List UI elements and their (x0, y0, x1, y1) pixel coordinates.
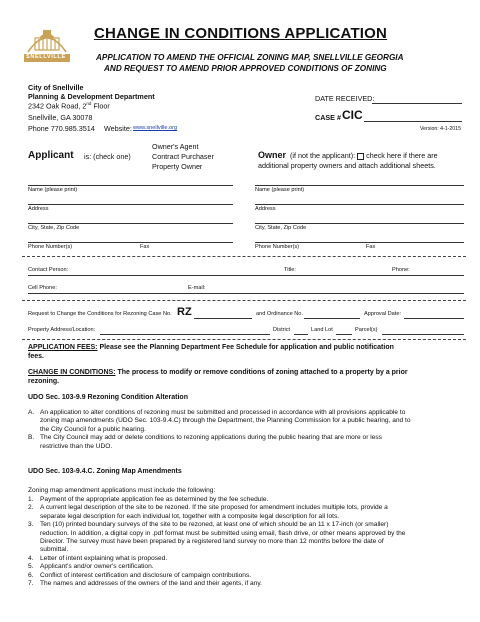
list-item: 4. Letter of intent explaining what is proposed. (28, 554, 168, 562)
owner-name-field[interactable]: Name (please print) (255, 187, 305, 193)
additional-owners-checkbox[interactable] (357, 153, 364, 160)
owner-label: Owner (258, 150, 287, 160)
applicant-phone-field[interactable]: Phone Number(s) (28, 244, 73, 250)
list-item: 6. Conflict of interest certification and disclosure of campaign contributions. (28, 571, 252, 579)
list-item: 1. Payment of the appropriate application fee as determined by the fee schedule. (28, 496, 269, 503)
applicant-address-field[interactable]: Address (28, 206, 49, 212)
email-field[interactable]: E-mail: (188, 285, 206, 291)
owner-city-field[interactable]: City, State, Zip Code (255, 225, 307, 231)
website-label: Website: (104, 124, 132, 133)
contact-title-field[interactable]: Title: (284, 267, 296, 273)
applicant-label: Applicant (28, 150, 74, 161)
applicant-check-text: is: (check one) (84, 152, 131, 161)
owner-address-field[interactable]: Address (255, 206, 276, 212)
land-lot-field[interactable]: Land Lot (311, 327, 333, 333)
owner-note: (if not the applicant): check here if there are (290, 151, 438, 160)
owner-note-line-2: additional property owners and attach additional sheets. (258, 161, 436, 170)
change-paragraph-end: rezoning. (28, 378, 60, 385)
office-city-state: Snellville, GA 30078 (28, 113, 93, 122)
parcel-field[interactable]: Parcel(s) (355, 327, 378, 333)
version-text: Version: 4-1-2015 (420, 126, 461, 132)
case-label: CASE # (315, 113, 341, 122)
snellville-logo (22, 22, 72, 70)
list-item: 5. Applicant's and/or owner's certification. (28, 563, 154, 571)
date-received-label: DATE RECEIVED: (315, 94, 375, 103)
section-2-list (28, 496, 464, 588)
website-link[interactable]: www.snellville.org (133, 125, 178, 131)
section-heading-rezoning-alteration: UDO Sec. 103-9.9 Rezoning Condition Alteration (28, 394, 188, 401)
rz-prefix: RZ (177, 306, 192, 318)
section-2-intro: Zoning map amendment applications must include the following: (28, 487, 216, 494)
office-address: 2342 Oak Road, 2nd Floor (28, 101, 110, 111)
logo-text: SNELLVILLE (26, 54, 66, 60)
change-paragraph: CHANGE IN CONDITIONS: The process to modify or remove conditions of zoning attached to a property by a prior (28, 369, 408, 376)
list-item: 3. Ten (10) printed boundary surveys of the site to be rezoned, at least one of which should be an 11 x 17-inch (or smaller) reduction. In addition, a digital copy in .pdf format must be submitted using email, flash drive, or other means approved by the Director. The survey must have been prepared by a registered land survey no more than 12 months before the date of submittal. (28, 521, 406, 554)
request-text: Request to Change the Conditions for Rezoning Case No. (28, 311, 172, 317)
office-phone: Phone 770.985.3514 (28, 124, 95, 133)
option-property-owner[interactable]: Property Owner (152, 162, 203, 171)
list-item: B. The City Council may add or delete conditions to rezoning applications during the public hearing that are more or less restrictive than the UDO. (28, 434, 382, 450)
subtitle-line-1: APPLICATION TO AMEND THE OFFICIAL ZONING MAP, SNELLVILLE GEORGIA (96, 53, 404, 62)
contact-person-field[interactable]: Contact Person: (28, 267, 69, 273)
list-item: 2. A current legal description of the site to be rezoned. If the site proposed for amendment includes multiple lots, provide a separate legal description for each individual lot, together with a composite legal description for all lots. (28, 504, 388, 520)
section-1-list (28, 409, 464, 451)
section-heading-zoning-map: UDO Sec. 103-9.4.C. Zoning Map Amendments (28, 468, 182, 475)
district-field[interactable]: District (273, 327, 291, 333)
contact-phone-field[interactable]: Phone: (392, 267, 410, 273)
page-title: CHANGE IN CONDITIONS APPLICATION (94, 25, 388, 42)
applicant-city-field[interactable]: City, State, Zip Code (28, 225, 80, 231)
case-prefix: CIC (342, 108, 363, 122)
applicant-name-field[interactable]: Name (please print) (28, 187, 78, 193)
ordinance-field[interactable]: and Ordinance No. (256, 311, 303, 317)
applicant-fax-field[interactable]: Fax (140, 244, 150, 250)
office-city: City of Snellville (28, 83, 84, 92)
fees-paragraph-end: fees. (28, 353, 44, 360)
cell-phone-field[interactable]: Cell Phone: (28, 285, 57, 291)
owner-fax-field[interactable]: Fax (366, 244, 376, 250)
office-department: Planning & Development Department (28, 92, 155, 101)
city-hall-dome-icon (22, 22, 72, 70)
list-item: 7. The names and addresses of the owners of the land and their agents, if any. (28, 580, 263, 588)
approval-date-field[interactable]: Approval Date: (364, 311, 402, 317)
fees-paragraph: APPLICATION FEES: Please see the Planning Department Fee Schedule for application and public notification (28, 344, 394, 351)
option-owners-agent[interactable]: Owner's Agent (152, 142, 199, 151)
subtitle-line-2: AND REQUEST TO AMEND PRIOR APPROVED CONDITIONS OF ZONING (104, 64, 387, 73)
owner-phone-field[interactable]: Phone Number(s) (255, 244, 300, 250)
option-contract-purchaser[interactable]: Contract Purchaser (152, 152, 214, 161)
property-address-field[interactable]: Property Address/Location: (28, 327, 96, 333)
list-item: A. An application to alter conditions of rezoning must be submitted and processed in accordance with all provisions applicable to zoning map amendments (UDO Sec. 103-9.4.C) through the Department, the Planning Commission for a public hearing, and to the City Council for a public hearing. (28, 409, 411, 433)
